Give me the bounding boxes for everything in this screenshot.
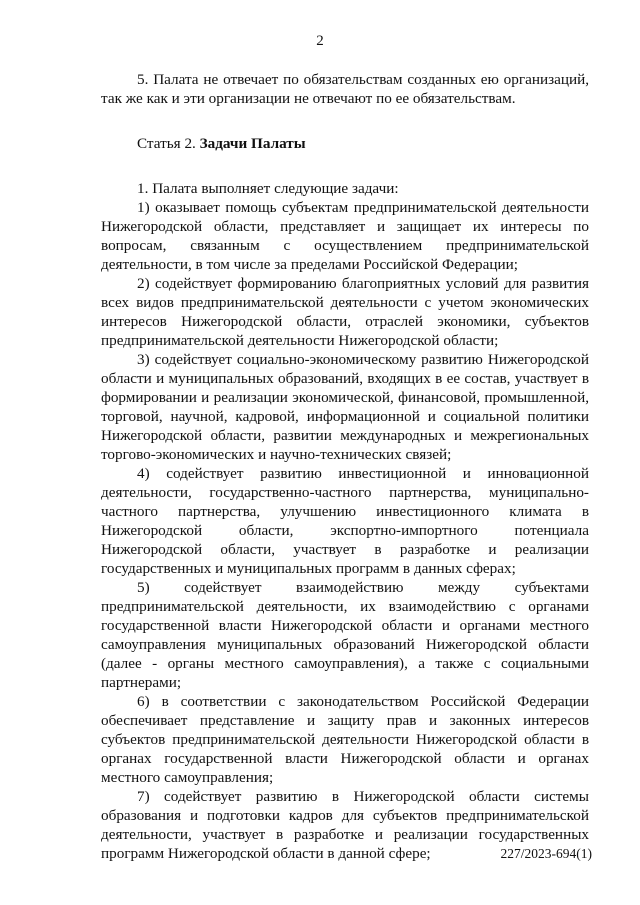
task-item-6: 6) в соответствии с законодательством Российской Федерации обеспечивает представление и защиту прав и законных интересов субъектов предпринимательской деятельности Нижегородской области в органах государственной власти Нижегородской области и органах местного самоуправления; [101,693,589,786]
paragraph-5: 5. Палата не отвечает по обязательствам созданных ею организаций, так же как и эти организации не отвечают по ее обязательствам. [101,71,589,107]
task-item-5: 5) содействует взаимодействию между субъектами предпринимательской деятельности, их взаимодействию с органами государственной власти Нижегородской области и органами местного самоуправления муниципальных образований Нижегородской области (далее - органы местного самоуправления), а также с социальными партнерами; [101,579,589,691]
article-prefix: Статья 2. [137,135,200,152]
task-item-2: 2) содействует формированию благоприятных условий для развития всех видов предпринимательской деятельности с учетом экономических интересов Нижегородской области, отраслей экономики, субъектов предпринимательской деятельности Нижегородской области; [101,275,589,349]
tasks-intro: 1. Палата выполняет следующие задачи: [137,180,399,197]
task-item-3: 3) содействует социально-экономическому развитию Нижегородской области и муниципальных образований, входящих в ее состав, участвует в формировании и реализации экономической, финансовой, промышленной, торговой, научной, кадровой, информационной и социальной политики Нижегородской области, развитии международных и межрегиональных торгово-экономических и научно-технических связей; [101,351,589,463]
task-item-7: 7) содействует развитию в Нижегородской области системы образования и подготовки кадров для субъектов предпринимательской деятельности, участвует в разработке и реализации государственных программ Нижегородской области в данной сфере; [101,788,589,862]
article-heading [101,134,589,153]
document-code: 227/2023-694(1) [500,846,592,861]
page-number: 2 [316,33,324,49]
task-item-1: 1) оказывает помощь субъектам предпринимательской деятельности Нижегородской области, представляет и защищает их интересы по вопросам, связанным с осуществлением предпринимательской деятельности, в том числе за пределами Российской Федерации; [101,199,589,273]
article-title: Задачи Палаты [199,135,306,152]
document-body [101,70,589,863]
task-item-4: 4) содействует развитию инвестиционной и инновационной деятельности, государственно-частного партнерства, муниципально-частного партнерства, улучшению инвестиционного климата в Нижегородской области, экспортно-импортного потенциала Нижегородской области, участвует в разработке и реализации государственных и муниципальных программ в данных сферах; [101,465,589,577]
